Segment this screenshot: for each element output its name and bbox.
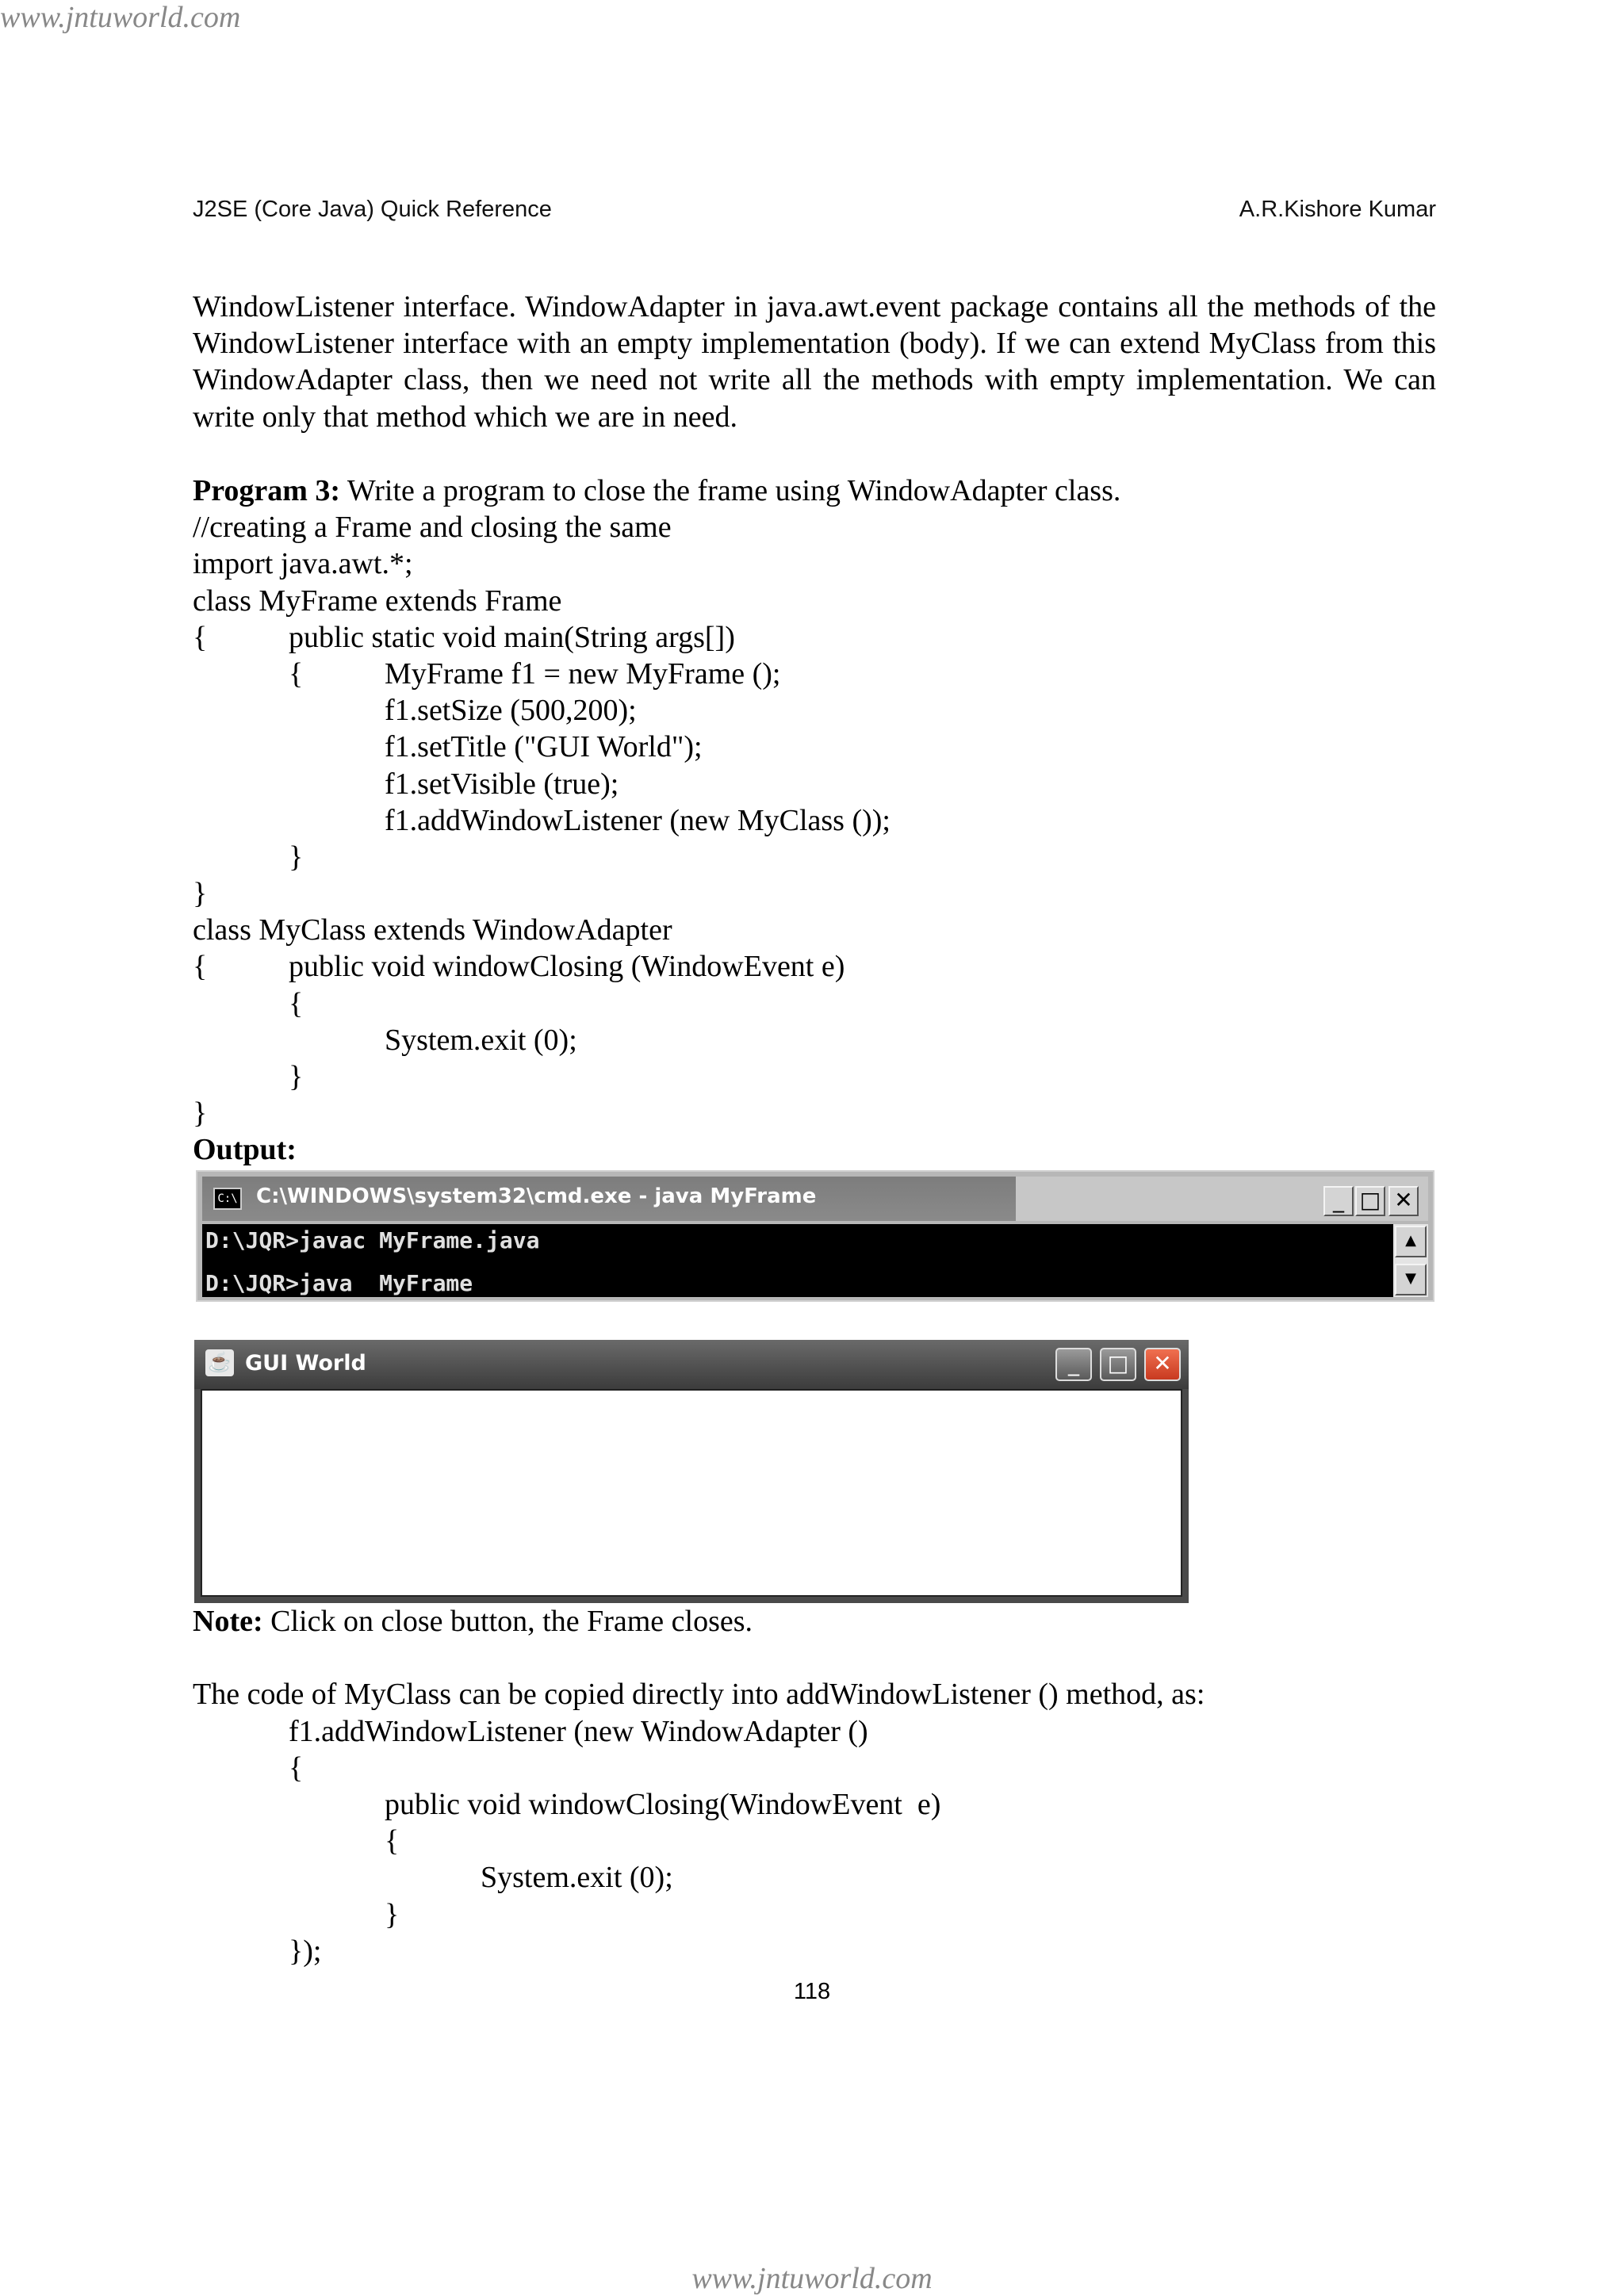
program-description: Write a program to close the frame using WindowAdapter class. [340, 474, 1121, 507]
gui-maximize-button[interactable]: □ [1100, 1348, 1136, 1381]
cmd-titlebar [202, 1177, 1428, 1221]
code-text: public static void main(String args[]) [289, 620, 735, 654]
cmd-maximize-button[interactable]: □ [1355, 1186, 1385, 1216]
code-line: class MyFrame extends Frame [193, 584, 562, 618]
java-cup-icon: ☕ [205, 1349, 234, 1376]
cmd-line: D:\JQR>javac MyFrame.java [205, 1227, 540, 1253]
watermark-bottom: www.jntuworld.com [691, 2262, 933, 2295]
cmd-prompt-icon: C:\ [213, 1188, 242, 1210]
code-line: { [289, 1751, 304, 1785]
gui-close-button[interactable]: ✕ [1144, 1348, 1181, 1381]
code-line: f1.setVisible (true); [385, 767, 619, 801]
code-brace: { [289, 656, 304, 691]
code-line: { [289, 986, 304, 1020]
note [193, 1603, 1436, 1640]
header-title: J2SE (Core Java) Quick Reference [193, 197, 552, 222]
watermark-top: www.jntuworld.com [0, 1, 241, 34]
program-section [193, 473, 1436, 1169]
code-line: }); [289, 1934, 322, 1968]
code-text: MyFrame f1 = new MyFrame (); [385, 656, 781, 691]
code-line: f1.addWindowListener (new WindowAdapter () [289, 1714, 868, 1748]
code-line: System.exit (0); [385, 1023, 577, 1057]
code-line: System.exit (0); [481, 1861, 673, 1895]
code-line: } [193, 1096, 208, 1131]
gui-frame-content [201, 1389, 1182, 1597]
cmd-minimize-button[interactable]: _ [1323, 1186, 1354, 1216]
code-line: public void windowClosing(WindowEvent e) [385, 1787, 941, 1821]
note-text: Click on close button, the Frame closes. [262, 1605, 753, 1638]
program-heading [193, 473, 1436, 509]
code-line: f1.setSize (500,200); [385, 694, 637, 728]
code-line: } [289, 840, 304, 874]
output-label: Output: [193, 1133, 297, 1167]
cmd-title: C:\WINDOWS\system32\cmd.exe - java MyFrame [256, 1184, 817, 1208]
gui-window [194, 1340, 1189, 1603]
cmd-line: D:\JQR>java MyFrame [205, 1270, 473, 1296]
code-line: } [289, 1060, 304, 1093]
code-line [193, 619, 1436, 656]
intro-section [193, 289, 1436, 435]
page-number: 118 [793, 1979, 831, 2004]
code-line: { [385, 1824, 400, 1858]
gui-titlebar [194, 1340, 1189, 1389]
note-label: Note: [193, 1605, 263, 1638]
code-brace: { [193, 950, 208, 984]
scroll-up-icon[interactable]: ▲ [1395, 1226, 1427, 1257]
scroll-down-icon[interactable]: ▼ [1395, 1264, 1427, 1295]
code-line: class MyClass extends WindowAdapter [193, 913, 672, 947]
program-label: Program 3: [193, 474, 341, 507]
code-brace: { [193, 620, 208, 654]
gui-minimize-button[interactable]: _ [1055, 1348, 1092, 1381]
code-line: import java.awt.*; [193, 547, 413, 581]
cmd-console[interactable] [202, 1224, 1395, 1297]
code-line: } [385, 1897, 400, 1931]
code-line: //creating a Frame and closing the same [193, 511, 672, 545]
gui-title: GUI World [245, 1351, 366, 1376]
code-line [193, 656, 1436, 692]
code-text: public void windowClosing (WindowEvent e) [289, 950, 845, 984]
header-author: A.R.Kishore Kumar [1239, 197, 1436, 222]
cmd-window [196, 1170, 1434, 1302]
cmd-scrollbar[interactable] [1393, 1224, 1428, 1297]
code-line: f1.setTitle ("GUI World"); [385, 730, 703, 764]
code-line: } [193, 877, 208, 911]
code-line [193, 948, 1436, 985]
note-section [193, 1603, 1436, 1969]
intro-paragraph: WindowListener interface. WindowAdapter in java.awt.event package contains all the methods of the WindowListener interface with an empty implementation (body). If we can extend MyClass from this WindowAdapter class, then we need not write all the methods with empty implementation. We can write only that method which we are in need. [193, 290, 1436, 434]
code-line: f1.addWindowListener (new MyClass ()); [385, 803, 891, 837]
anon-intro: The code of MyClass can be copied directly into addWindowListener () method, as: [193, 1678, 1205, 1712]
cmd-close-button[interactable]: ✕ [1388, 1186, 1419, 1216]
